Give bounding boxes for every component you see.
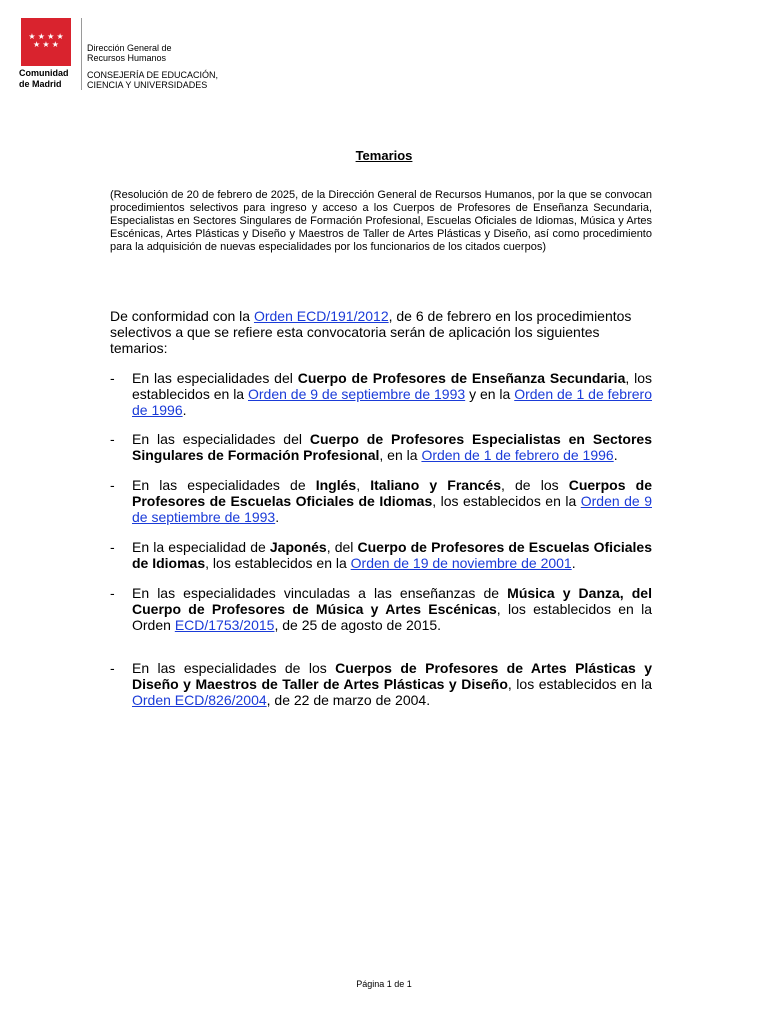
stars-icon: ★ ★ ★ ★ ★ ★ ★ (28, 32, 64, 49)
bold-text: Inglés (315, 477, 357, 493)
orden-link[interactable]: ECD/1753/2015 (174, 617, 275, 633)
orden-link[interactable]: Orden de 1 de febrero de 1996 (421, 447, 614, 463)
page-number: Página 1 de 1 (356, 979, 412, 989)
orden-link[interactable]: Orden de 9 de septiembre de 1993 (132, 493, 652, 525)
text: En la especialidad de (132, 539, 270, 555)
text: . (275, 509, 280, 525)
intro-text-2: , de 6 de febrero en los procedimientos selectivos a que se refiere esta convocatoria serán de aplicación los siguientes temarios: (110, 308, 632, 356)
intro-paragraph (110, 308, 652, 356)
direccion-general (87, 43, 227, 63)
text: , los establecidos en la (507, 676, 653, 692)
text: , (356, 477, 371, 493)
text: En las especialidades de los (132, 660, 336, 676)
header-divider (81, 18, 82, 90)
text: , los establecidos en la (205, 555, 351, 571)
text: En las especialidades del (132, 431, 310, 447)
consejeria (87, 70, 247, 90)
bold-text: Música y Danza, del Cuerpo de Profesores de Música y Artes Escénicas (132, 585, 652, 617)
intro-text-1: De conformidad con la (110, 308, 254, 324)
bullet-dash: - (110, 585, 115, 601)
logo-text-line-2: de Madrid (19, 79, 62, 89)
bold-text: Cuerpos de Profesores de Artes Plásticas y Diseño y Maestros de Taller de Artes Plásticas y Diseño (132, 660, 653, 692)
orden-ecd-191-2012-link[interactable]: Orden ECD/191/2012 (253, 308, 389, 324)
bullet-dash: - (110, 660, 115, 676)
bold-text: Italiano y Francés (370, 477, 501, 493)
orden-link[interactable]: Orden de 1 de febrero de 1996 (132, 386, 652, 418)
bold-text: Cuerpos de Profesores de Escuelas Oficiales de Idiomas (132, 477, 652, 509)
consejeria-line-1: CONSEJERÍA DE EDUCACIÓN, (87, 70, 219, 80)
bullet-dash: - (110, 431, 115, 447)
page-header (19, 16, 239, 96)
orden-link[interactable]: Orden de 19 de noviembre de 2001 (350, 555, 572, 571)
text: , en la (379, 447, 422, 463)
bold-text: Cuerpo de Profesores de Escuelas Oficiales de Idiomas (132, 539, 652, 571)
bullet-dash: - (110, 539, 115, 555)
resolution-paragraph: (Resolución de 20 de febrero de 2025, de la Dirección General de Recursos Humanos, por la que se convocan procedimientos selectivos para ingreso y acceso a los Cuerpos de Profesores de Enseñanza Secundaria, Especialistas en Sectores Singulares de Formación Profesional, Escuelas Oficiales de Idiomas, Música y Artes Escénicas, Artes Plásticas y Diseño y Maestros de Taller de Artes Plásticas y Diseño, así como procedimiento para la adquisición de nuevas especialidades por los funcionarios de los citados cuerpos) (110, 189, 652, 253)
text: . (182, 402, 187, 418)
list-item-text (132, 370, 652, 418)
text: , los establecidos en la Orden (132, 601, 652, 633)
list-item-text (132, 539, 652, 571)
dg-line-1: Dirección General de (87, 43, 172, 53)
list-item-text (132, 660, 652, 708)
text: En las especialidades vinculadas a las enseñanzas de (132, 585, 508, 601)
text: . (613, 447, 618, 463)
consejeria-line-2: CIENCIA Y UNIVERSIDADES (87, 80, 208, 90)
text: , de los (500, 477, 569, 493)
orden-link[interactable]: Orden de 9 de septiembre de 1993 (247, 386, 466, 402)
orden-link[interactable]: Orden ECD/826/2004 (132, 692, 267, 708)
bullet-dash: - (110, 370, 115, 386)
text: , los establecidos en la (432, 493, 581, 509)
comunidad-de-madrid-flag-logo (21, 18, 71, 66)
text: En las especialidades de (132, 477, 316, 493)
page-title: Temarios (355, 148, 413, 163)
dg-line-2: Recursos Humanos (87, 53, 167, 63)
logo-text-line-1: Comunidad (19, 68, 69, 78)
bullet-dash: - (110, 477, 115, 493)
bold-text: Cuerpo de Profesores Especialistas en Sectores Singulares de Formación Profesional (132, 431, 652, 463)
text: y en la (465, 386, 515, 402)
text: , del (326, 539, 358, 555)
text: . (571, 555, 576, 571)
logo-text (19, 68, 75, 90)
text: , los establecidos en la (132, 370, 652, 402)
bold-text: Cuerpo de Profesores de Enseñanza Secundaria (297, 370, 626, 386)
list-item-text (132, 431, 652, 463)
bold-text: Japonés (269, 539, 327, 555)
list-item-text (132, 585, 652, 633)
text: , de 25 de agosto de 2015. (274, 617, 442, 633)
text: , de 22 de marzo de 2004. (266, 692, 431, 708)
list-item-text (132, 477, 652, 525)
text: En las especialidades del (132, 370, 298, 386)
